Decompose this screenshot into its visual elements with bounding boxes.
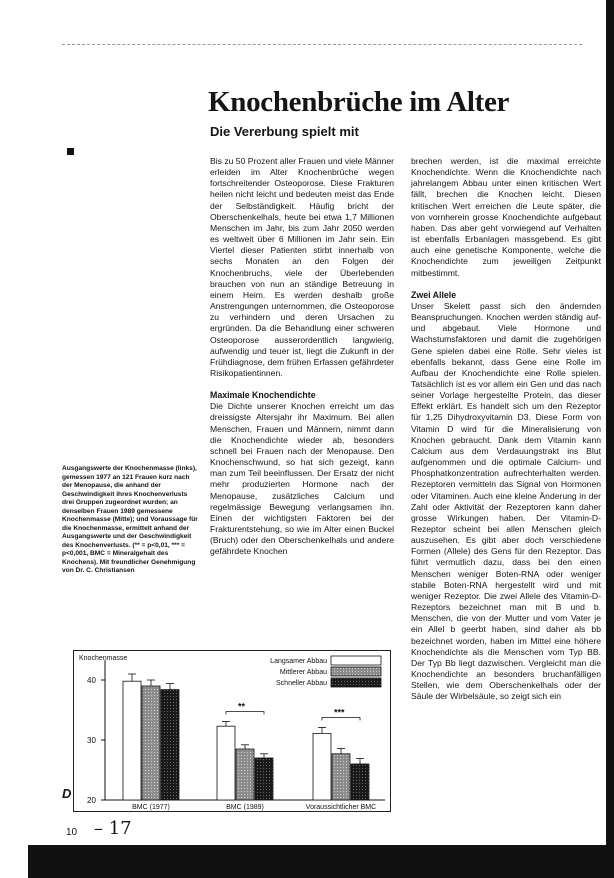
bar (161, 690, 179, 800)
section-letter: D (62, 786, 72, 801)
page-number: 10 (66, 827, 78, 838)
section-heading: Zwei Allele (411, 289, 457, 300)
body-paragraph: brechen werden, ist die maximal erreichte Knochendichte. Wenn die Knochendichte nach jahrelangem Abbau unter einen kritischen Wert fällt, brechen die Knochen leicht. Diesen kritischen Wert erreichen die Leute später, die von vornherein grosse Knochendichte aufgebaut haben. Das aber geht vorwiegend auf Verhalten ist ebenfalls Erbanlagen massgebend. Es gibt auch eine genetische Komponente, welche die Knochendichte zum jeweiligen Zeitpunkt mitbestimmt. (411, 156, 601, 278)
x-tick-label: BMC (1989) (226, 804, 264, 811)
y-tick-label: 40 (87, 676, 96, 685)
bar (142, 686, 160, 800)
article-title: Knochenbrüche im Alter (208, 86, 510, 118)
body-paragraph: Bis zu 50 Prozent aller Frauen und viele Männer erleiden im Alter Knochenbrüche wegen fortschreitender Osteoporose. Diese Frakturen heilen nicht leicht und bedeuten meist das Ende der Selbständigkeit. Häufig bricht der Oberschenkelhals, heute bei etwa 1,7 Millionen Menschen im Jahr, bis zum Jahr 2050 werden es weltweit über 6 Millionen im Jahr sein. Ein Viertel dieser Patienten stirbt innerhalb von sechs Monaten an den Folgen der Knochenbruchs, viele der Überlebenden brauchen von nun an ständige Betreuung in einem Heim. Es werden deshalb große Anstrengungen unternommen, die Osteoporose zu verhindern und deren Ursachen zu ergründen. Da die Behandlung einer schweren Osteoporose ausserordentlich langwierig, aufwendig und teuer ist, liegt die Zukunft in der Frühdiagnose, dem frühen Erfassen gefährdeter Risikopatientinnen. (210, 156, 394, 378)
legend-label: Schneller Abbau (276, 680, 327, 687)
y-tick-label: 20 (87, 796, 96, 805)
legend-label: Langsamer Abbau (270, 658, 327, 665)
text-column-2 (411, 156, 601, 703)
x-tick-label: BMC (1977) (132, 804, 170, 811)
bar (332, 754, 350, 800)
x-tick-label: Voraussichtlicher BMC (305, 804, 377, 811)
bar (351, 764, 369, 800)
significance-label: *** (334, 707, 345, 718)
y-tick-label: 30 (87, 736, 96, 745)
bone-mass-chart (73, 650, 391, 812)
bar (217, 726, 235, 800)
legend-swatch (331, 656, 381, 665)
legend-label: Mittlerer Abbau (279, 669, 327, 676)
text-column-1 (210, 156, 394, 557)
bar (313, 733, 331, 800)
article-subtitle: Die Vererbung spielt mit (210, 124, 359, 139)
figure-caption: Ausgangswerte der Knochenmasse (links), gemessen 1977 an 121 Frauen kurz nach der Menopause, die anhand der Geschwindigkeit ihres Knochenverlusts drei Gruppen zugeordnet wurden; an denselben Frauen 1989 gemessene Knochenmasse (Mitte); und Voraussage für die Knochenmasse, ermittelt anhand der Ausgangswerte und der Geschwindigkeit des Knochenverlusts. (** = p<0,01, *** = p<0,001, BMC = Mineralgehalt des Knochens). Mit freundlicher Genehmigung von Dr. C. Christiansen (62, 465, 198, 574)
section-heading: Maximale Knochendichte (210, 390, 316, 401)
body-paragraph: Die Dichte unserer Knochen erreicht um das dreissigste Altersjahr ihr Maximum. Bei allen Menschen, Frauen und Männern, nimmt dann die Knochendichte wieder ab, besonders schnell bei Frauen nach der Menopause. Den Knochenschwund, so hat sich gezeigt, kann man zum Teil beeinflussen. Der Ersatz der nicht mehr produzierten Hormone nach der Menopause, zusätzliches Calcium und regelmässige Bewegung verlangsamen ihn. Einen der wichtigsten Faktoren bei der Frakturentstehung, so wie im Alter einen Buckel (Bruch) oder den Oberschenkelhals und andere gefährdete Knochen (210, 401, 394, 557)
square-bullet-icon (67, 148, 74, 155)
bar (255, 758, 273, 800)
scan-edge-right (606, 0, 614, 878)
legend-swatch (331, 678, 381, 687)
bar (236, 749, 254, 800)
significance-label: ** (238, 701, 246, 712)
legend-swatch (331, 667, 381, 676)
body-paragraph: Unser Skelett passt sich den ändernden Beanspruchungen. Knochen werden ständig auf- und abgebaut. Viele Hormone und Wachstumsfaktoren und damit die zugehörigen Gene spielen dabei eine Rolle. Sehr vieles ist ebenfalls bekannt, dass Gene eine Rolle im Aufbau der Knochendichte eine Rolle spielen. Tatsächlich ist es vor allem ein Gen und das nach seiner Vorlage hergestellte Protein, das dieser Effekt erklärt. Es handelt sich um den Rezeptor für 1,25 Dihydroxyvitamin D3. Diese Form von Vitamin D wird für die Mineralisierung von Knochen gebraucht. Dank dem Vitamin kann Calcium aus dem Verdauungstrakt ins Blut aufgenommen und die optimale Calcium- und Phosphatkonzentration aufrechterhalten werden. Rezeptoren vermitteln das Signal von Hormonen oder Vitaminen. Auch eine kleine Änderung in der Zahl oder Aktivität der Rezeptoren kann daher grosse Wirkungen haben. Der Vitamin-D-Rezeptor scheint bei allen Menschen gleich auszusehen. Es gibt aber doch verschiedene Formen (Allele) des Gens für den Rezeptor. Das führt vermutlich dazu, dass bei den einen Menschen weniger Boten-RNA oder weniger stabile Boten-RNA hergestellt wird und mit weniger Rezeptor. Die zwei Allele des Vitamin-D-Rezeptors bezeichnet man mit B und b. Menschen, die von der Mutter und vom Vater je ein Allel b geerbt haben, sind daher als bb bezeichnet worden, haben im Mittel eine höhere Knochendichte als die Menschen vom Typ BB. Der Typ Bb liegt dazwischen. Vergleicht man die Knochendichte an besonders bruchanfälligen Stellen, wie dem Oberschenkelhals oder der Säule der Wirbelsäule, so zeigt sich ein (411, 300, 601, 702)
handwritten-note: – 17 (94, 818, 132, 839)
scan-edge-bottom (28, 845, 614, 878)
y-axis-label: Knochenmasse (79, 655, 128, 662)
header-rule (62, 44, 582, 45)
bar (123, 681, 141, 800)
